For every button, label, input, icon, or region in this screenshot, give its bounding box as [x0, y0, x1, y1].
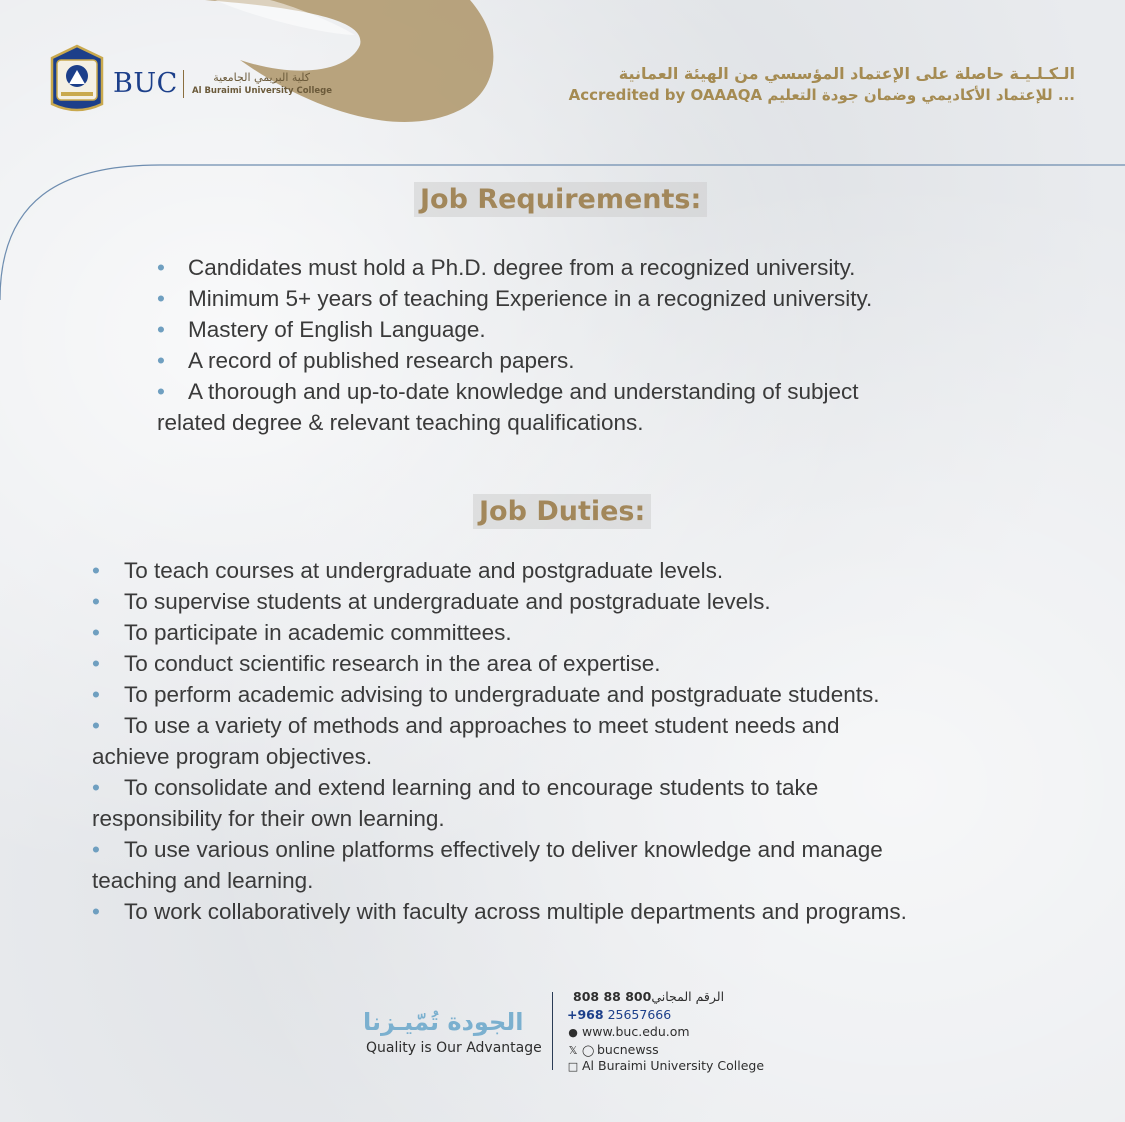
list-item: • A record of published research papers.	[157, 345, 872, 376]
tollfree-number: 800 88 808	[573, 989, 652, 1004]
bullet-icon: •	[92, 589, 100, 614]
phone-number: 25657666	[607, 1007, 672, 1022]
bullet-icon: •	[157, 379, 165, 404]
tollfree-line	[567, 989, 724, 1004]
bullet-icon: •	[157, 348, 165, 373]
accreditation-line	[569, 86, 1075, 104]
facebook-line	[567, 1058, 764, 1073]
college-logo	[47, 44, 107, 114]
list-item: • Candidates must hold a Ph.D. degree from a recognized university.	[157, 252, 872, 283]
duties-list	[92, 555, 907, 927]
social-handle[interactable]: bucnewss	[597, 1042, 659, 1057]
requirements-heading: Job Requirements:	[414, 182, 707, 217]
bullet-icon: •	[92, 620, 100, 645]
list-item-continuation: related degree & relevant teaching qualifications.	[157, 410, 644, 435]
globe-icon: ●	[568, 1026, 578, 1039]
website-line	[567, 1024, 690, 1039]
bullet-icon: •	[92, 558, 100, 583]
accreditation-arabic: الـكـلـيـة حاصلة على الإعتماد المؤسسي من الهيئة العمانية	[618, 64, 1075, 83]
brand-divider	[183, 70, 184, 98]
facebook-icon[interactable]: □	[567, 1060, 579, 1073]
list-item: • To consolidate and extend learning and to encourage students to take	[92, 772, 907, 803]
bullet-icon: •	[92, 682, 100, 707]
list-item: • To conduct scientific research in the area of expertise.	[92, 648, 907, 679]
list-item: • Minimum 5+ years of teaching Experience in a recognized university.	[157, 283, 872, 314]
brand-name: BUC	[113, 68, 178, 99]
list-item: • To supervise students at undergraduate and postgraduate levels.	[92, 586, 907, 617]
list-item: • To use a variety of methods and approaches to meet student needs and	[92, 710, 907, 741]
tollfree-label: الرقم المجاني	[651, 989, 725, 1004]
bullet-icon: •	[92, 651, 100, 676]
list-item-continuation: teaching and learning.	[92, 868, 314, 893]
facebook-name[interactable]: Al Buraimi University College	[582, 1058, 765, 1073]
bullet-icon: •	[157, 317, 165, 342]
list-item: • A thorough and up-to-date knowledge and understanding of subject	[157, 376, 872, 407]
list-item: • To work collaboratively with faculty across multiple departments and programs.	[92, 896, 907, 927]
accreditation-arabic-line2: للإعتماد الأكاديمي وضمان جودة التعليم ...	[767, 86, 1075, 104]
bullet-icon: •	[92, 899, 100, 924]
requirements-list	[157, 252, 872, 438]
phone-line	[567, 1007, 671, 1022]
list-item: • To perform academic advising to undergraduate and postgraduate students.	[92, 679, 907, 710]
phone-country-code: +968	[567, 1007, 604, 1022]
bullet-icon: •	[157, 255, 165, 280]
list-item-continuation: achieve program objectives.	[92, 744, 373, 769]
brand-name-arabic: كلية البريمي الجامعية	[213, 71, 310, 84]
list-item: • To teach courses at undergraduate and postgraduate levels.	[92, 555, 907, 586]
list-item: • To participate in academic committees.	[92, 617, 907, 648]
slogan-arabic: الجودة تُمّيـزنا	[363, 1008, 524, 1036]
brand-name-english: Al Buraimi University College	[192, 86, 332, 96]
list-item-continuation: responsibility for their own learning.	[92, 806, 445, 831]
bullet-icon: •	[157, 286, 165, 311]
list-item: • Mastery of English Language.	[157, 314, 872, 345]
bullet-icon: •	[92, 713, 100, 738]
website-link[interactable]: www.buc.edu.om	[582, 1024, 690, 1039]
bullet-icon: •	[92, 837, 100, 862]
slogan-english: Quality is Our Advantage	[366, 1040, 542, 1056]
instagram-icon[interactable]: ◯	[582, 1044, 595, 1057]
accreditation-english: Accredited by OAAAQA	[568, 86, 763, 104]
duties-heading: Job Duties:	[473, 494, 651, 529]
footer-divider	[552, 992, 553, 1070]
social-line	[567, 1042, 659, 1057]
bullet-icon: •	[92, 775, 100, 800]
list-item: • To use various online platforms effectively to deliver knowledge and manage	[92, 834, 907, 865]
x-icon[interactable]: 𝕏	[568, 1044, 578, 1057]
